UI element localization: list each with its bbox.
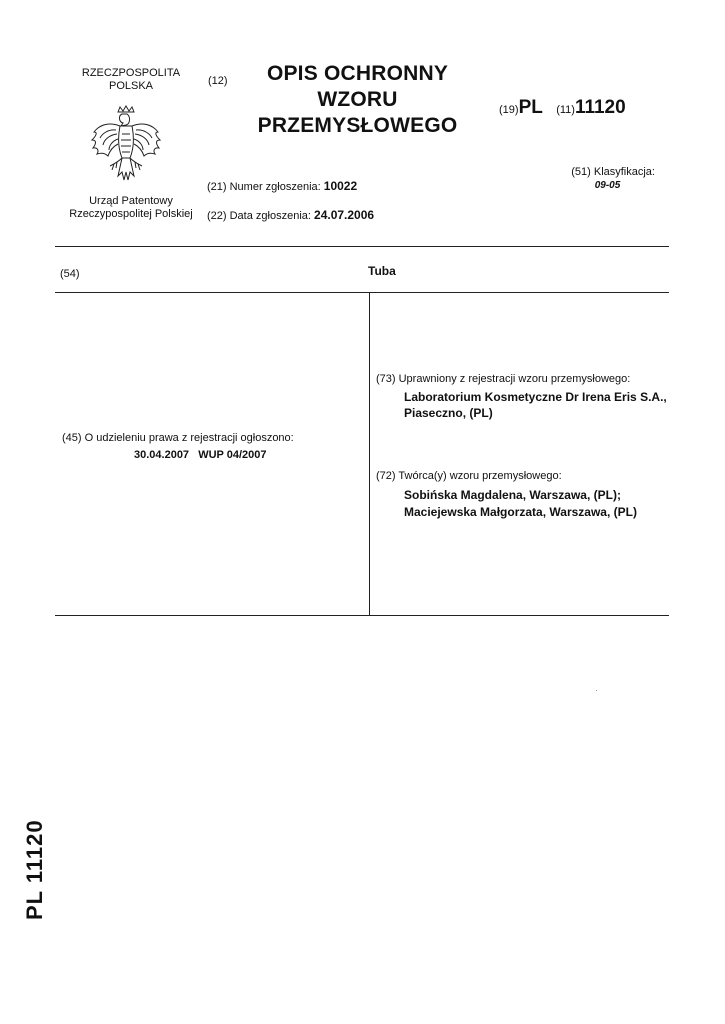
side-publication-label: PL 11120 <box>22 819 47 920</box>
publication-code <box>499 97 626 119</box>
creators-label: (72) Twórca(y) wzoru przemysłowego: <box>376 470 562 482</box>
creator-line-1: Sobińska Magdalena, Warszawa, (PL); <box>404 488 621 502</box>
country-line-1: RZECZPOSPOLITA <box>81 67 181 79</box>
creator-line-2: Maciejewska Małgorzata, Warszawa, (PL) <box>404 505 637 519</box>
creators-value <box>404 487 637 521</box>
scan-speck <box>596 690 597 691</box>
classification <box>540 165 655 193</box>
application-date <box>207 208 374 222</box>
country-code: PL <box>518 97 543 118</box>
application-number-value: 10022 <box>323 179 358 193</box>
divider-bottom <box>55 615 669 616</box>
holder-line-2: Piaseczno, (PL) <box>404 406 493 420</box>
title-line-3: PRZEMYSŁOWEGO <box>257 114 458 137</box>
number-code-label: (11) <box>556 104 575 116</box>
divider-subject <box>55 292 669 293</box>
application-date-label: (22) Data zgłoszenia: <box>207 210 311 222</box>
country-code-label: (19) <box>499 104 519 116</box>
application-number-label: (21) Numer zgłoszenia: <box>207 181 321 193</box>
subject-code: (54) <box>60 268 80 280</box>
divider-column <box>369 292 370 615</box>
document-title <box>250 61 465 139</box>
country-line-2: POLSKA <box>108 80 154 92</box>
holder-value <box>404 389 667 421</box>
classification-value: 09-05 <box>594 180 621 191</box>
grant-announcement-label: (45) O udzieleniu prawa z rejestracji ogłoszono: <box>62 432 294 444</box>
title-line-1: OPIS OCHRONNY <box>266 62 449 85</box>
classification-label: (51) Klasyfikacja: <box>571 166 655 178</box>
doc-type-code: (12) <box>208 75 228 87</box>
grant-value-text: 30.04.2007 WUP 04/2007 <box>134 449 267 461</box>
holder-line-1: Laboratorium Kosmetyczne Dr Irena Eris S.A., <box>404 390 667 404</box>
office-line-2: Rzeczypospolitej Polskiej <box>69 208 193 220</box>
holder-label: (73) Uprawniony z rejestracji wzoru przemysłowego: <box>376 373 631 385</box>
grant-announcement-value <box>134 449 267 461</box>
polish-eagle-emblem-icon <box>88 104 164 186</box>
patent-office <box>56 195 206 221</box>
application-number <box>207 179 357 193</box>
publication-number: 11120 <box>574 97 626 118</box>
office-line-1: Urząd Patentowy <box>89 195 173 207</box>
subject-title: Tuba <box>368 264 396 278</box>
title-line-2: WZORU <box>317 88 398 111</box>
issuing-country <box>56 67 206 93</box>
divider-top <box>55 246 669 247</box>
application-date-value: 24.07.2006 <box>314 208 375 222</box>
